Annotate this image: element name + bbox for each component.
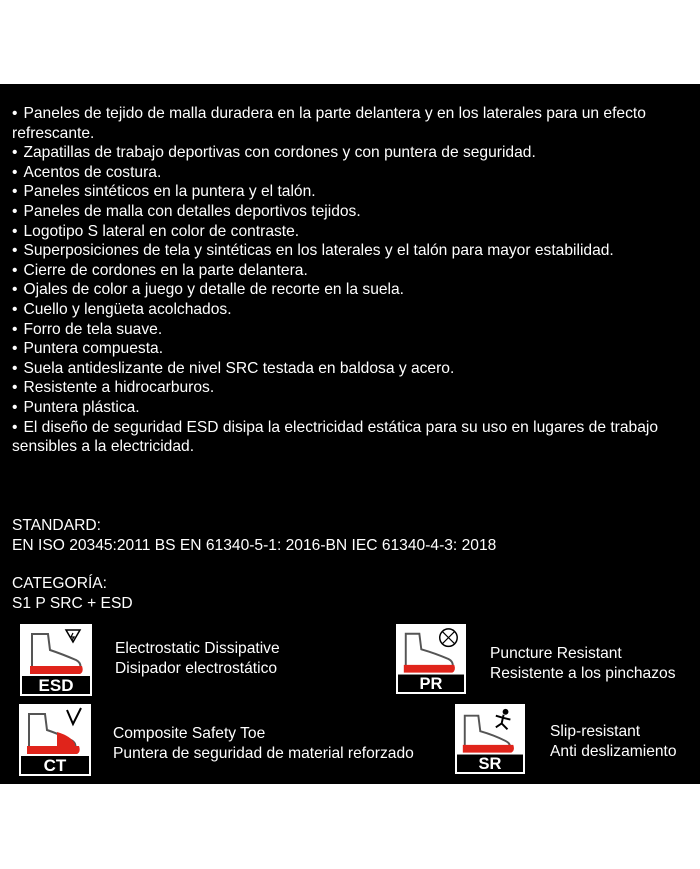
puncture-boot-icon xyxy=(396,624,466,694)
feature-item: • Superposiciones de tela y sintéticas en los laterales y el talón para mayor estabilidad. xyxy=(12,241,696,261)
feature-item: • Puntera compuesta. xyxy=(12,339,696,359)
feature-item: • Acentos de costura. xyxy=(12,163,696,183)
slip-boot-icon xyxy=(455,704,525,774)
feature-item: • Paneles de malla con detalles deportivos tejidos. xyxy=(12,202,696,222)
sr-code-text: SR xyxy=(478,755,502,772)
sr-badge-text xyxy=(550,722,677,762)
pr-badge-text xyxy=(490,644,676,684)
standard-label: STANDARD: xyxy=(12,517,101,534)
feature-item: • Cuello y lengüeta acolchados. xyxy=(12,300,696,320)
ct-badge-text xyxy=(113,724,414,764)
feature-item: • Puntera plástica. xyxy=(12,398,696,418)
feature-list xyxy=(12,104,696,457)
sr-title-en: Slip-resistant xyxy=(550,723,641,740)
feature-item: • Logotipo S lateral en color de contraste. xyxy=(12,222,696,242)
esd-badge-text xyxy=(115,639,280,679)
feature-item: • Zapatillas de trabajo deportivas con cordones y con puntera de seguridad. xyxy=(12,143,696,163)
category-value: S1 P SRC + ESD xyxy=(12,595,133,612)
feature-item: • Paneles sintéticos en la puntera y el talón. xyxy=(12,182,696,202)
pr-title-en: Puncture Resistant xyxy=(490,645,622,662)
pr-title-es: Resistente a los pinchazos xyxy=(490,665,676,682)
standard-block xyxy=(12,516,496,556)
feature-item: • Suela antideslizante de nivel SRC testada en baldosa y acero. xyxy=(12,359,696,379)
feature-item: • Ojales de color a juego y detalle de recorte en la suela. xyxy=(12,280,696,300)
feature-item: • Cierre de cordones en la parte delantera. xyxy=(12,261,696,281)
esd-title-es: Disipador electrostático xyxy=(115,660,278,677)
ct-title-en: Composite Safety Toe xyxy=(113,725,266,742)
category-block xyxy=(12,574,133,614)
esd-title-en: Electrostatic Dissipative xyxy=(115,640,280,657)
feature-item: • Forro de tela suave. xyxy=(12,320,696,340)
feature-item: • Paneles de tejido de malla duradera en la parte delantera y en los laterales para un efecto refrescante. xyxy=(12,104,696,143)
esd-code-text: ESD xyxy=(38,676,74,694)
esd-boot-icon xyxy=(20,624,92,696)
ct-title-es: Puntera de seguridad de material reforzado xyxy=(113,745,414,762)
category-label: CATEGORÍA: xyxy=(12,575,108,592)
product-info-panel xyxy=(0,84,700,784)
pr-code-text: PR xyxy=(419,675,443,692)
feature-item: • Resistente a hidrocarburos. xyxy=(12,378,696,398)
composite-toe-boot-icon xyxy=(19,704,91,776)
standard-value: EN ISO 20345:2011 BS EN 61340-5-1: 2016-BN IEC 61340-4-3: 2018 xyxy=(12,537,497,554)
feature-item: • El diseño de seguridad ESD disipa la electricidad estática para su uso en lugares de trabajo sensibles a la electricidad. xyxy=(12,418,696,457)
ct-code-text: CT xyxy=(43,756,67,774)
sr-title-es: Anti deslizamiento xyxy=(550,743,677,760)
